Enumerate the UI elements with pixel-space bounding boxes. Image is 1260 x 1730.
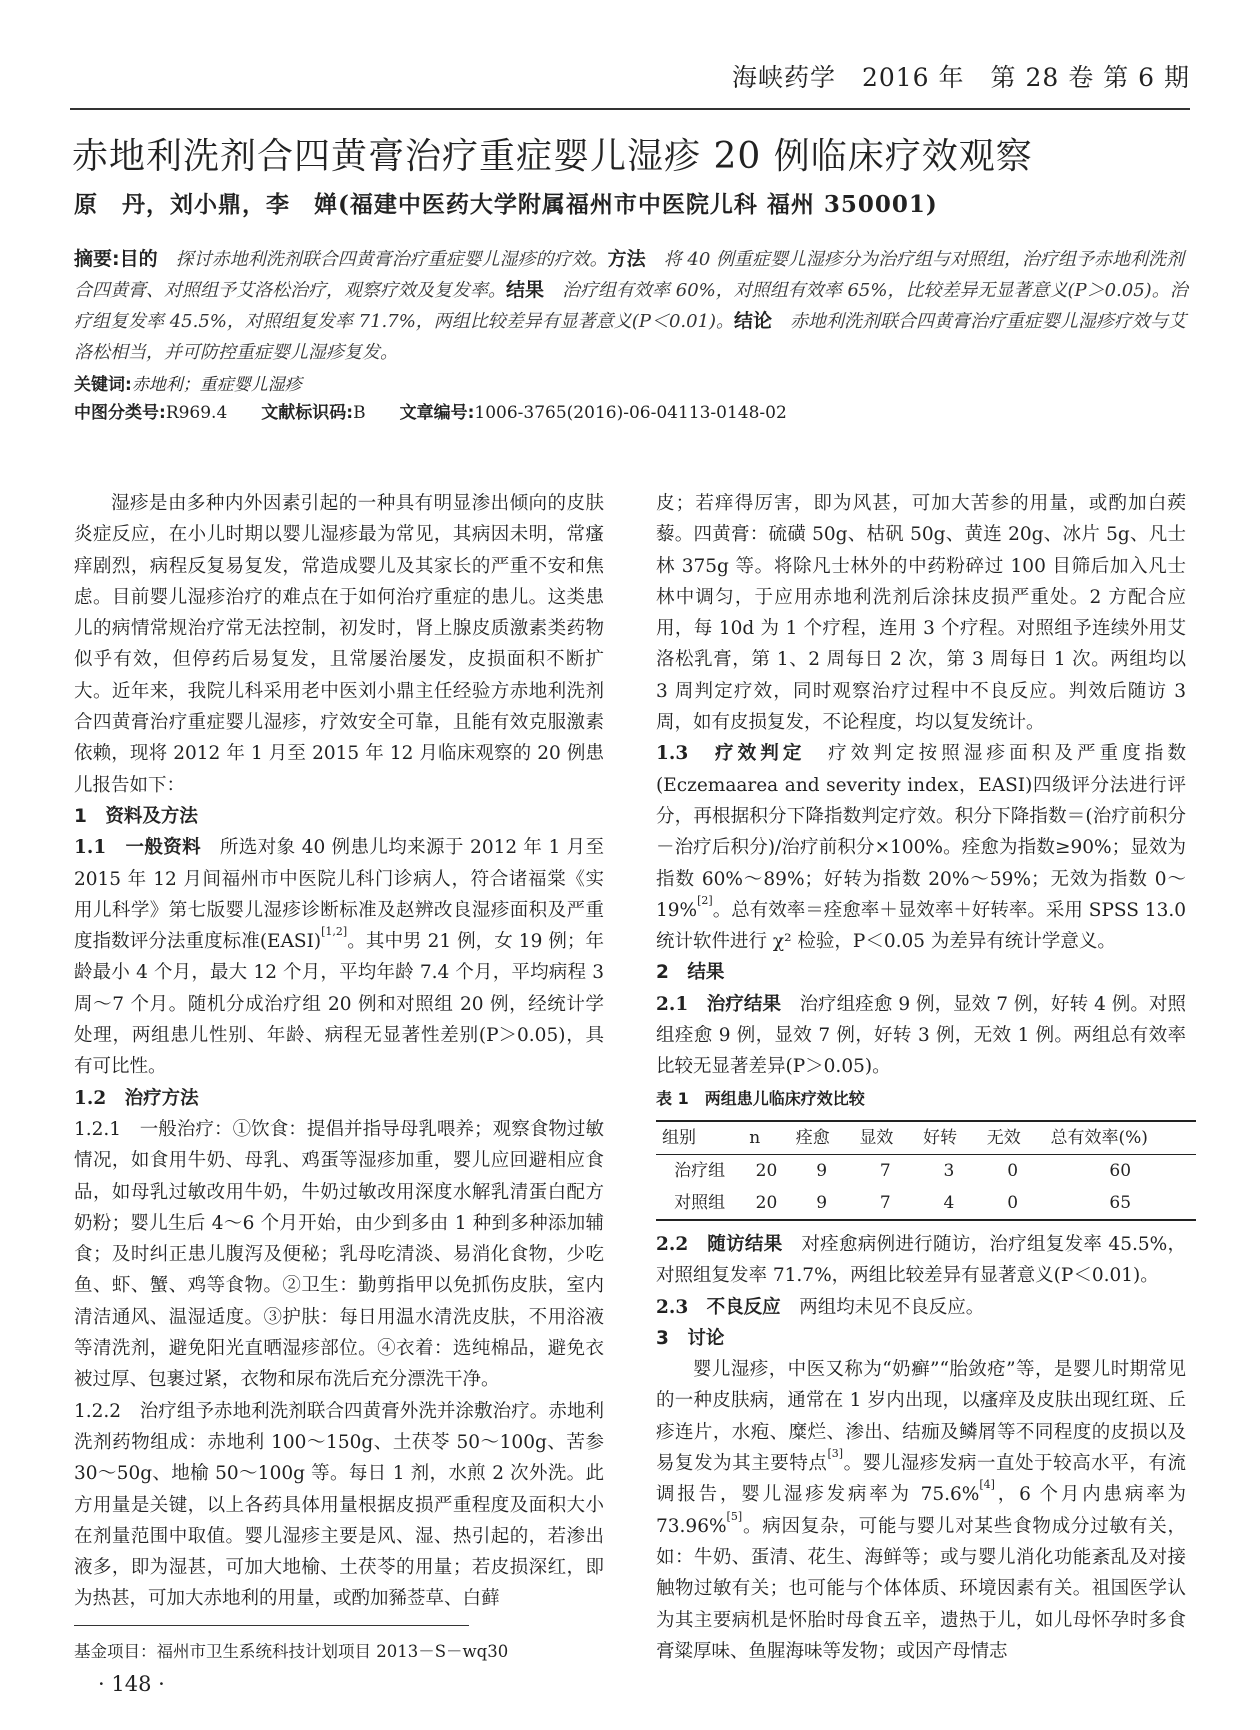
continued-paragraph: 皮；若痒得厉害，即为风甚，可加大苦参的用量，或酌加白蒺藜。四黄膏：硫磺 50g、枯矾 50g、黄连 20g、冰片 5g、凡士林 375g 等。将除凡士林外的中药粉碎过 100 目筛后加入凡士林中调匀，于应用赤地利洗剂后涂抹皮损严重处。2 方配合应用，每 10d 为 1 个疗程，连用 3 个疗程。对照组予连续外用艾洛松乳膏，第 1、2 周每日 2 次，第 3 周每日 1 次。两组均以 3 周判定疗效，同时观察治疗过程中不良反应。判效后随访 3 周，如有皮损复发，不论程度，均以复发统计。 [656,493,1186,734]
page-number: · 148 · [98,1672,165,1696]
conclusion-label: 结论 [734,310,773,332]
funding-footnote: 基金项目：福州市卫生系统科技计划项目 2013－S－wq30 [74,1642,509,1661]
table-cell: 9 [790,1187,854,1220]
table-row [656,1154,1196,1187]
table-header-cell: 总有效率(%) [1044,1121,1196,1155]
result-label: 结果 [506,279,545,301]
table-cell: 20 [755,1160,778,1181]
section-2-1-heading: 2.1 治疗结果 [656,993,782,1015]
intro-paragraph: 湿疹是由多种内外因素引起的一种具有明显渗出倾向的皮肤炎症反应，在小儿时期以婴儿湿疹最为常见，其病因未明，常瘙痒剧烈，病程反复易复发，常造成婴儿及其家长的严重不安和焦虑。目前婴儿湿疹治疗的难点在于如何治疗重症的患儿。这类患儿的病情常规治疗常无法控制，初发时，肾上腺皮质激素类药物似乎有效，但停药后易复发，且常屡治屡发，皮损面积不断扩大。近年来，我院儿科采用老中医刘小鼎主任经验方赤地利洗剂合四黄膏治疗重症婴儿湿疹，疗效安全可靠，且能有效克服激素依赖，现将 2012 年 1 月至 2015 年 12 月临床观察的 20 例患儿报告如下： [74,493,604,796]
table-header-cell: 组别 [656,1121,743,1155]
abstract-label: 摘要 [74,248,113,270]
authors-affiliation: 原 丹，刘小鼎，李 婵(福建中医药大学附属福州市中医院儿科 福州 350001) [74,191,938,218]
section-1-1-heading: 1.1 一般资料 [74,837,202,859]
table-cell: 0 [981,1187,1045,1220]
article-title: 赤地利洗剂合四黄膏治疗重症婴儿湿疹 20 例临床疗效观察 [72,136,1033,177]
table-cell: 4 [917,1187,981,1220]
section-2-1: 2.1 治疗结果 治疗组痊愈 9 例，显效 7 例，好转 4 例。对照组痊愈 9 例，显效 7 例，好转 3 例，无效 1 例。两组总有效率比较无显著差异(P＞0.05)。 [656,993,1186,1078]
table-cell: 7 [879,1160,891,1181]
keywords-label: 关键词 [74,375,125,395]
table-cell: 9 [816,1160,828,1181]
results-table [656,1120,1196,1221]
section-2-3-heading: 2.3 不良反应 [656,1296,781,1318]
classification-line: 中图分类号:R969.4 文献标识码:B 文章编号:1006-3765(2016)-06-04113-0148-02 [74,403,787,423]
section-1-3-heading: 1.3 疗效判定 [656,743,806,765]
keywords-line: 关键词:赤地利；重症婴儿湿疹 [74,375,302,395]
table-cell: 3 [943,1160,955,1181]
table-header-cell: 显效 [853,1121,917,1155]
doc-code-label: 文献标识码 [261,403,347,423]
clc-label: 中图分类号 [74,403,159,423]
citation: [2] [697,893,713,907]
purpose-label: 目的 [119,248,158,270]
table-cell: 60 [1109,1160,1132,1181]
table-header-cell: 无效 [981,1121,1045,1155]
section-1-2-2: 1.2.2 治疗组予赤地利洗剂联合四黄膏外洗并涂敷治疗。赤地利洗剂药物组成：赤地利 100～150g、土茯苓 50～100g、苦参 30～50g、地榆 50～100g 等。每日 1 剂，水煎 2 次外洗。此方用量是关键，以上各药具体用量根据皮损严重程度及面积大小在剂量范围中取值。婴儿湿疹主要是风、湿、热引起的，若渗出液多，即为湿甚，可加大地榆、土茯苓的用量；若皮损深红，即为热甚，可加大赤地利的用量，或酌加豨莶草、白藓 [74,1400,604,1610]
discussion-paragraph: 婴儿湿疹，中医又称为“奶癣”“胎敛疮”等，是婴儿时期常见的一种皮肤病，通常在 1 岁内出现，以瘙痒及皮肤出现红斑、丘疹连片，水疱、糜烂、渗出、结痂及鳞屑等不同程度的皮损以及易复发为其主要特点[3]。婴儿湿疹发病一直处于较高水平，有流调报告，婴儿湿疹发病率为 75.6%[4]，6 个月内患病率为 73.96%[5]。病因复杂，可能与婴儿对某些食物成分过敏有关，如：牛奶、蛋清、花生、海鲜等；或与婴儿消化功能紊乱及对接触物过敏有关；也可能与个体体质、环境因素有关。祖国医学认为其主要病机是怀胎时母食五辛，遗热于儿，如儿母怀孕时多食膏粱厚味、鱼腥海味等发物；或因产母情志 [656,1359,1186,1662]
section-1-3: 1.3 疗效判定 疗效判定按照湿疹面积及严重度指数(Eczemaarea and severity index，EASI)四级评分法进行评分，再根据积分下降指数判定疗效。积分下降指数＝(治疗前积分－治疗后积分)/治疗前积分×100%。痊愈为指数≥90%；显效为指数 60%～89%；好转为指数 20%～59%；无效为指数 0～19%[2]。总有效率＝痊愈率＋显效率＋好转率。采用 SPSS 13.0 统计软件进行 χ² 检验，P＜0.05 为差异有统计学意义。 [656,743,1186,953]
table-cell: 20 [743,1187,790,1220]
table-cell: 治疗组 [674,1160,726,1181]
section-1-1: 1.1 一般资料 所选对象 40 例患儿均来源于 2012 年 1 月至 2015 年 12 月间福州市中医院儿科门诊病人，符合诸福棠《实用儿科学》第七版婴儿湿疹诊断标准及赵辨改良湿疹面积及严重度指数评分法重度标准(EASI)[1,2]。其中男 21 例，女 19 例；年龄最小 4 个月，最大 12 个月，平均年龄 7.4 个月，平均病程 3 周～7 个月。随机分成治疗组 20 例和对照组 20 例，经统计学处理，两组患儿性别、年龄、病程无显著性差别(P＞0.05)，具有可比性。 [74,837,604,1078]
table-cell: 对照组 [656,1187,743,1220]
section-1-2-1: 1.2.1 一般治疗：①饮食：提倡并指导母乳喂养；观察食物过敏情况，如食用牛奶、母乳、鸡蛋等湿疹加重，婴儿应回避相应食品，如母乳过敏改用牛奶，牛奶过敏改用深度水解乳清蛋白配方奶粉；婴儿生后 4～6 个月开始，由少到多由 1 种到多种添加辅食；及时纠正患儿腹泻及便秘；乳母吃清淡、易消化食物，少吃鱼、虾、蟹、鸡等食物。②卫生：勤剪指甲以免抓伤皮肤，室内清洁通风、温湿适度。③护肤：每日用温水清洗皮肤，不用浴液等清洗剂，避免阳光直晒湿疹部位。④衣着：选纯棉品，避免衣被过厚、包裹过紧，衣物和尿布洗后充分漂洗干净。 [74,1118,604,1391]
conclusion-text: 赤地利洗剂联合四黄膏治疗重症婴儿湿疹疗效与艾洛松相当，并可防控重症婴儿湿疹复发。 [74,311,1187,363]
table-header-cell: 痊愈 [790,1121,854,1155]
section-2-heading: 2 结果 [656,962,725,984]
journal-header: 海峡药学 2016 年 第 28 卷 第 6 期 [731,63,1190,92]
keywords-value: 赤地利；重症婴儿湿疹 [131,375,302,395]
citation: [4] [979,1478,995,1492]
method-label: 方法 [607,248,646,270]
article-no-value: 1006-3765(2016)-06-04113-0148-02 [474,403,787,423]
clc-value: R969.4 [165,403,228,423]
doc-code-value: B [353,403,366,423]
table-cell: 7 [853,1187,917,1220]
result-text: 治疗组有效率 60%，对照组有效率 65%，比较差异无显著意义(P＞0.05)。治疗组复发率 45.5%，对照组复发率 71.7%，两组比较差异有显著意义(P＜0.01)。 [74,280,1188,332]
citation: [3] [827,1447,844,1461]
section-2-2-heading: 2.2 随访结果 [656,1233,783,1255]
table-header-row [656,1121,1196,1155]
citation: [1,2] [321,925,348,939]
section-1-heading: 1 资料及方法 [74,805,198,827]
abstract: 摘要:目的 探讨赤地利洗剂联合四黄膏治疗重症婴儿湿疹的疗效。方法 将 40 例重症婴儿湿疹分为治疗组与对照组，治疗组予赤地利洗剂合四黄膏、对照组予艾洛松治疗，观察疗效及复发率。结果 治疗组有效率 60%，对照组有效率 65%，比较差异无显著意义(P＞0.05)。治疗组复发率 45.5%，对照组复发率 71.7%，两组比较差异有显著意义(P＜0.01)。结论 赤地利洗剂联合四黄膏治疗重症婴儿湿疹疗效与艾洛松相当，并可防控重症婴儿湿疹复发。 [74,248,1188,363]
table-row [656,1187,1196,1220]
table-cell: 65 [1044,1187,1196,1220]
section-2-2: 2.2 随访结果 对痊愈病例进行随访，治疗组复发率 45.5%，对照组复发率 71.7%，两组比较差异有显著意义(P＜0.01)。 [656,1233,1187,1287]
table-cell: 0 [1007,1160,1019,1181]
table-header-cell: n [743,1121,790,1155]
right-column [656,488,1186,1667]
article-no-label: 文章编号 [399,403,468,423]
table-header-cell: 好转 [917,1121,981,1155]
section-1-2-heading: 1.2 治疗方法 [74,1087,199,1109]
citation: [5] [726,1509,743,1523]
header-rule [70,108,1190,110]
method-text: 将 40 例重症婴儿湿疹分为治疗组与对照组，治疗组予赤地利洗剂合四黄膏、对照组予艾洛松治疗，观察疗效及复发率。 [74,249,1185,301]
footnote-rule [74,1625,469,1626]
section-3-heading: 3 讨论 [656,1327,725,1349]
table-caption: 表 1 两组患儿临床疗效比较 [656,1088,865,1108]
left-column [74,488,604,1615]
purpose-text: 探讨赤地利洗剂联合四黄膏治疗重症婴儿湿疹的疗效。 [175,249,608,270]
section-2-3: 2.3 不良反应 两组均未见不良反应。 [656,1296,985,1318]
